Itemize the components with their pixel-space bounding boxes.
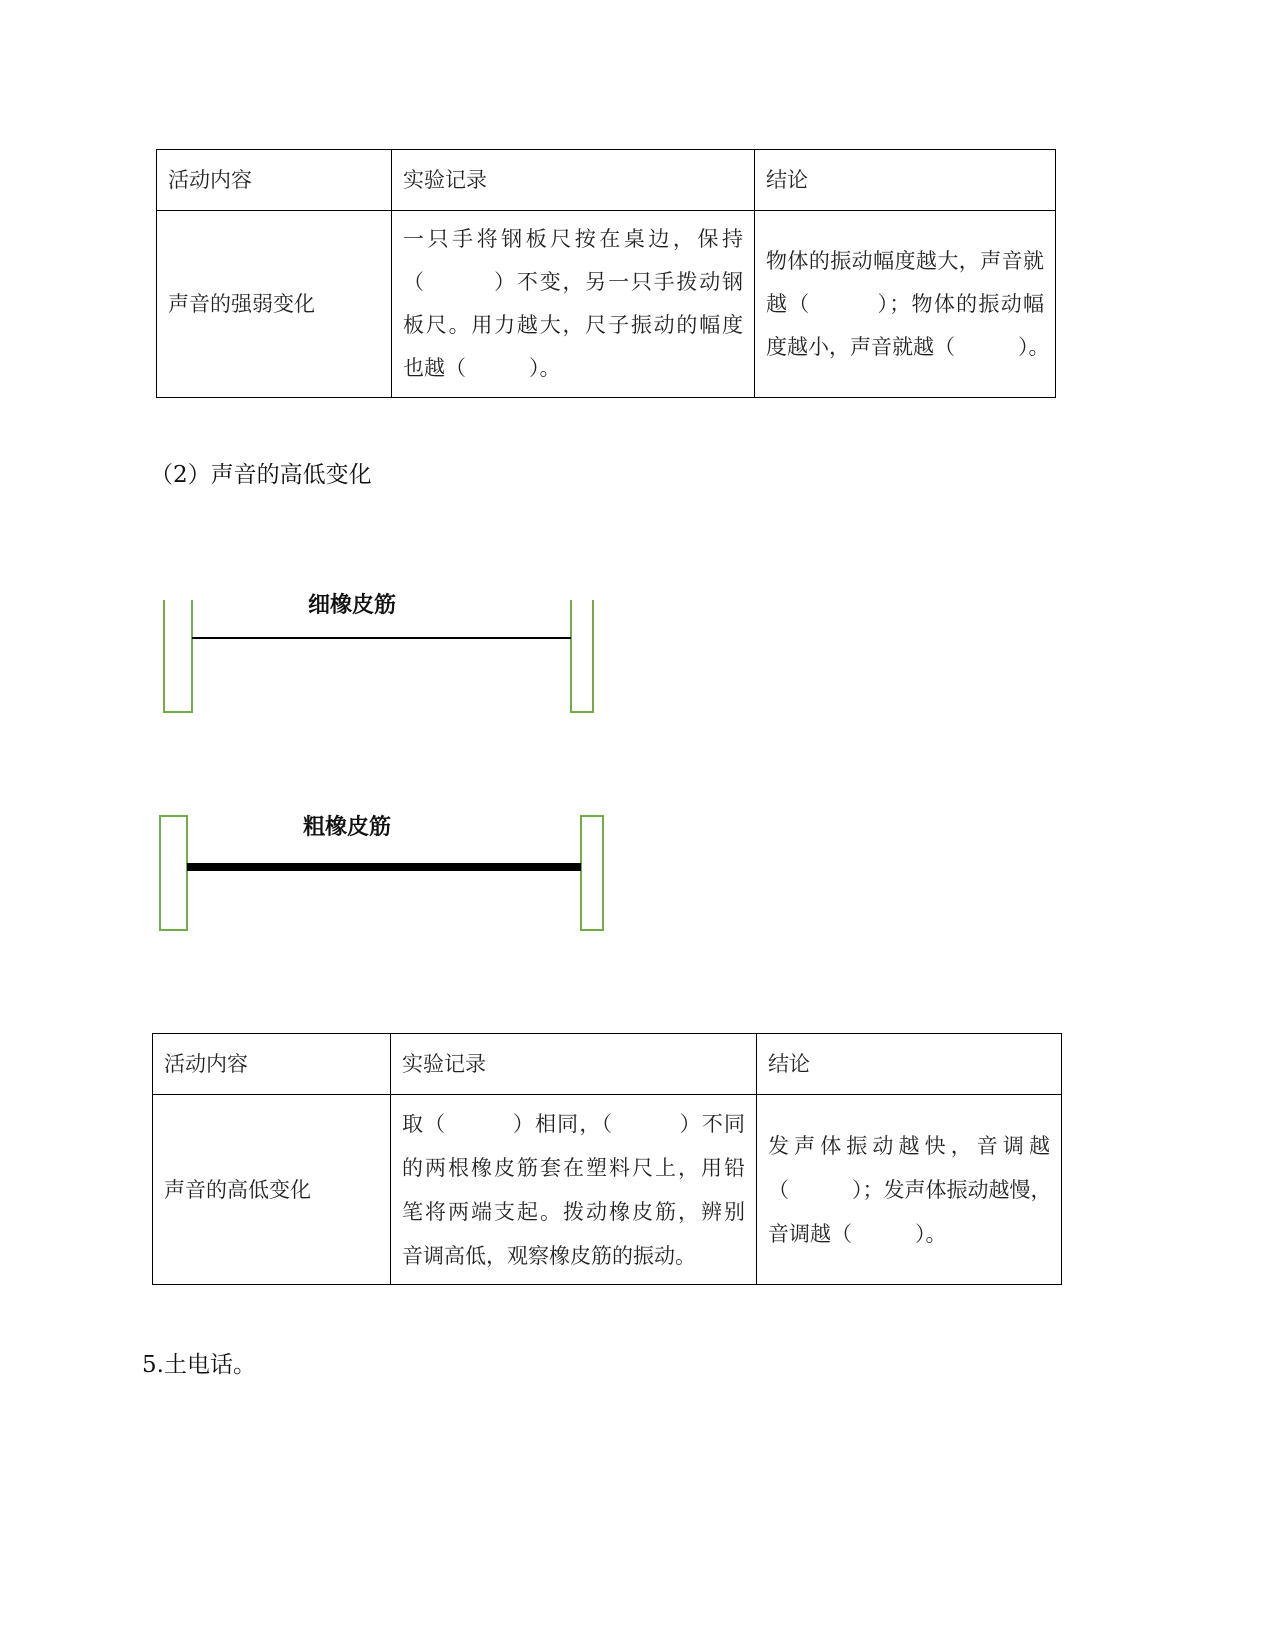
thick-left-post — [160, 816, 187, 930]
header-record: 实验记录 — [391, 1034, 757, 1095]
conclusion-cell — [755, 211, 1056, 398]
section-heading-pitch: （2）声音的高低变化 — [150, 462, 372, 488]
table-loudness — [156, 149, 1056, 398]
activity-cell: 声音的高低变化 — [153, 1095, 391, 1285]
record-line: 板尺。用力越大，尺子振动的幅度 — [403, 313, 743, 337]
header-activity: 活动内容 — [153, 1034, 391, 1095]
table-pitch — [152, 1033, 1062, 1285]
header-activity: 活动内容 — [157, 150, 392, 211]
header-conclusion: 结论 — [755, 150, 1056, 211]
record-cell — [391, 1095, 757, 1285]
record-line: 也越（ ）。 — [403, 356, 561, 380]
conclusion-cell — [757, 1095, 1062, 1285]
table-row — [153, 1095, 1062, 1285]
conclusion-line: （ ）；发声体振动越慢， — [768, 1177, 1052, 1202]
header-conclusion: 结论 — [757, 1034, 1062, 1095]
rubber-band-diagram — [150, 593, 650, 1000]
record-line: 笔将两端支起。拨动橡皮筋，辨别 — [402, 1199, 745, 1224]
table-header-row — [157, 150, 1056, 211]
record-cell — [392, 211, 755, 398]
header-record: 实验记录 — [392, 150, 755, 211]
thick-right-post — [581, 816, 603, 930]
conclusion-line: 音调越（ ）。 — [768, 1221, 947, 1246]
thick-band-label: 粗橡皮筋 — [303, 815, 392, 840]
thin-right-post — [571, 600, 593, 712]
conclusion-line: 发声体振动越快，音调越 — [768, 1133, 1050, 1158]
conclusion-line: 度越小，声音就越（ ）。 — [766, 334, 1050, 359]
record-line: 取（ ）相同，（ ）不同 — [402, 1111, 745, 1136]
record-line: （ ）不变，另一只手拨动钢 — [403, 270, 743, 294]
section-heading-tin-can-phone: 5.土电话。 — [142, 1352, 256, 1378]
thin-band-label: 细橡皮筋 — [308, 593, 397, 618]
thin-left-post — [164, 600, 192, 712]
record-line: 一只手将钢板尺按在桌边，保持 — [403, 227, 743, 251]
record-line: 的两根橡皮筋套在塑料尺上，用铅 — [402, 1155, 745, 1180]
record-line: 音调高低，观察橡皮筋的振动。 — [402, 1243, 696, 1268]
activity-cell: 声音的强弱变化 — [157, 211, 392, 398]
conclusion-line: 物体的振动幅度越大，声音就 — [766, 248, 1044, 273]
table-row — [157, 211, 1056, 398]
rubber-band-figure — [150, 600, 650, 1000]
conclusion-line: 越（ ）；物体的振动幅 — [766, 291, 1044, 316]
table-header-row — [153, 1034, 1062, 1095]
